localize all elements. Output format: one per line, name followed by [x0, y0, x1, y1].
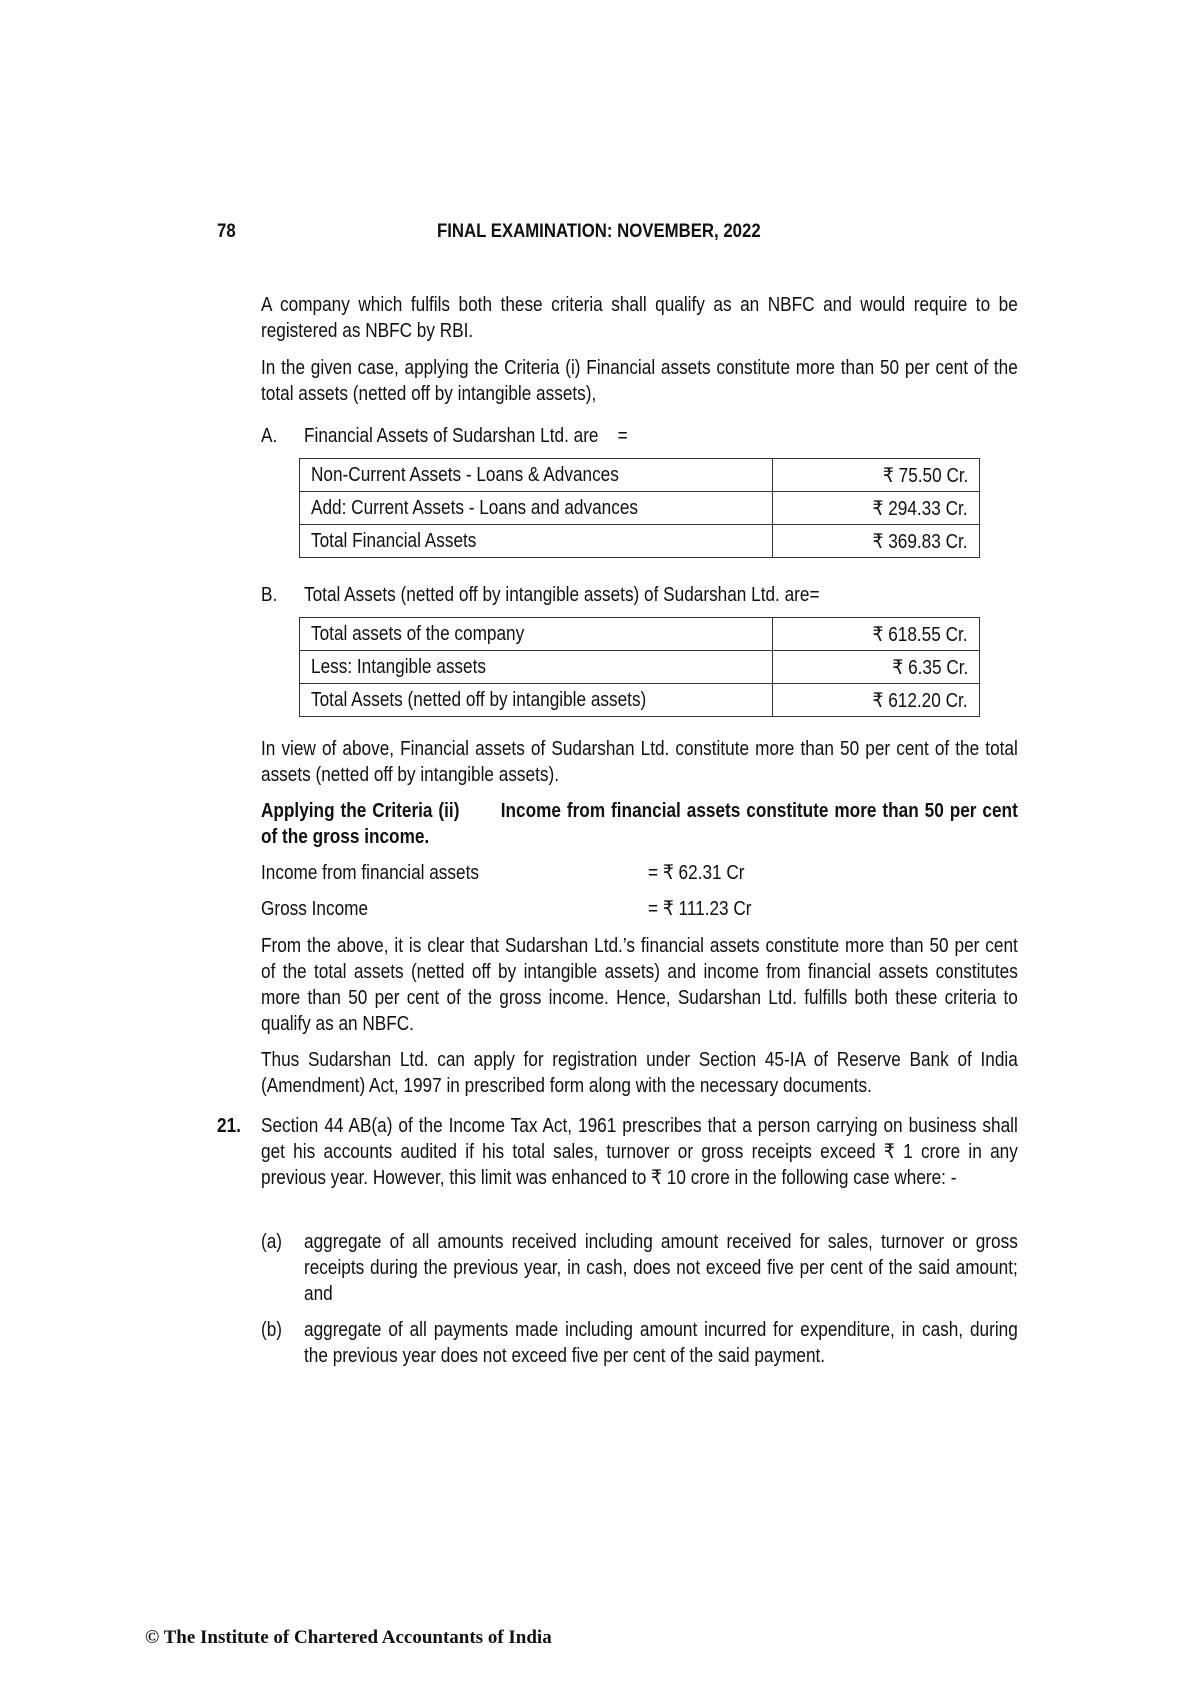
page-number: 78: [217, 220, 236, 242]
criteria-2-rest: Income from financial assets constitute more than 50 per cent of the gross income.: [261, 800, 1018, 848]
table-row: [300, 618, 980, 651]
table-row: [300, 684, 980, 717]
row-value: ₹ 369.83 Cr.: [872, 530, 968, 553]
section-b-title: Total Assets (netted off by intangible assets) of Sudarshan Ltd. are=: [304, 584, 820, 606]
item-b-label: (b): [261, 1319, 283, 1341]
item-b-text: aggregate of all payments made including amount incurred for expenditure, in cash, during the previous year does not exceed five per cent of the said payment.: [304, 1319, 1018, 1367]
question-number: 21.: [217, 1115, 241, 1137]
paragraph-nbfc-qualify: A company which fulfils both these criteria shall qualify as an NBFC and would require to be registered as NBFC by RBI.: [261, 294, 1018, 342]
row-label: Total Assets (netted off by intangible assets): [311, 688, 647, 711]
row-label: Less: Intangible assets: [311, 655, 486, 678]
total-assets-table: [299, 617, 980, 717]
row-label: Total assets of the company: [311, 622, 525, 645]
section-b-letter: B.: [261, 584, 278, 606]
item-a-text: aggregate of all amounts received including amount received for sales, turnover or gross receipts during the previous year, in cash, does not exceed five per cent of the said amount; and: [304, 1231, 1018, 1305]
paragraph-criteria-1: In the given case, applying the Criteria (i) Financial assets constitute more than 50 per cent of the total assets (netted off by intangible assets),: [261, 357, 1018, 405]
row-label: Non-Current Assets - Loans & Advances: [311, 463, 619, 486]
table-row: [300, 525, 980, 558]
paragraph-view-above: In view of above, Financial assets of Sudarshan Ltd. constitute more than 50 per cent of the total assets (netted off by intangible assets).: [261, 738, 1018, 786]
row-value: ₹ 612.20 Cr.: [872, 689, 968, 712]
criteria-2-lead: Applying the Criteria (ii): [261, 800, 460, 822]
table-row: [300, 651, 980, 684]
row-label: Add: Current Assets - Loans and advances: [311, 496, 639, 519]
section-a-letter: A.: [261, 425, 278, 447]
table-row: [300, 459, 980, 492]
section-a-title: Financial Assets of Sudarshan Ltd. are =: [304, 425, 628, 447]
income-financial-label: Income from financial assets: [261, 862, 479, 884]
item-a-label: (a): [261, 1231, 283, 1253]
income-financial-value: = ₹ 62.31 Cr: [648, 862, 745, 884]
footer-copyright: © The Institute of Chartered Accountants of India: [145, 1627, 552, 1648]
gross-income-value: = ₹ 111.23 Cr: [648, 898, 752, 920]
gross-income-label: Gross Income: [261, 898, 369, 920]
row-label: Total Financial Assets: [311, 529, 477, 552]
table-row: [300, 492, 980, 525]
paragraph-conclusion: From the above, it is clear that Sudarshan Ltd.’s financial assets constitute more than 50 per cent of the total assets (netted off by intangible assets) and income from financial assets constitutes more than 50 per cent of the gross income. Hence, Sudarshan Ltd. fulfills both these criteria to qualify as an NBFC.: [261, 935, 1018, 1035]
paragraph-registration: Thus Sudarshan Ltd. can apply for registration under Section 45-IA of Reserve Bank of India (Amendment) Act, 1997 in prescribed form along with the necessary documents.: [261, 1049, 1018, 1097]
row-value: ₹ 6.35 Cr.: [892, 656, 968, 679]
page-title: FINAL EXAMINATION: NOVEMBER, 2022: [437, 220, 761, 242]
row-value: ₹ 618.55 Cr.: [872, 623, 968, 646]
row-value: ₹ 294.33 Cr.: [872, 497, 968, 520]
question-21-text: Section 44 AB(a) of the Income Tax Act, 1961 prescribes that a person carrying on business shall get his accounts audited if his total sales, turnover or gross receipts exceed ₹ 1 crore in any previous year. However, this limit was enhanced to ₹ 10 crore in the following case where: -: [261, 1115, 1018, 1189]
criteria-2-heading: [261, 798, 1018, 850]
row-value: ₹ 75.50 Cr.: [882, 464, 968, 487]
financial-assets-table: [299, 458, 980, 558]
